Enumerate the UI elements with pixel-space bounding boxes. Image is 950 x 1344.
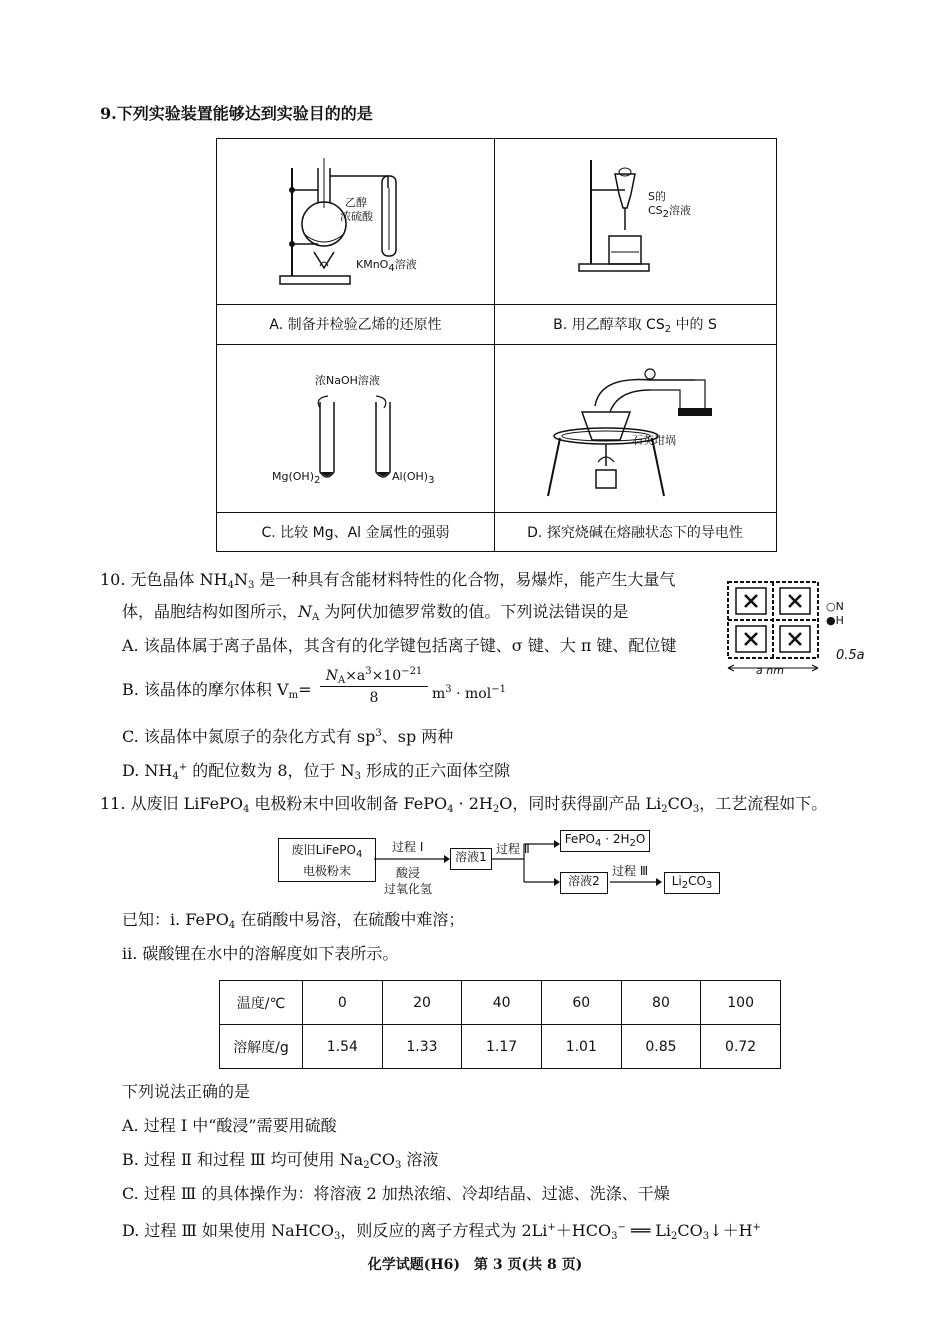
table-cell: 0.85 (621, 1025, 701, 1069)
q11-stem: 11. 从废旧 LiFePO$_4$ 电极粉末中回收制备 FePO$_4$ · $2H_2O$，同时获得副产品 $Li_2CO_3$，工艺流程如下。 (100, 794, 828, 815)
q10-option-b-numerator: $N_A\times a^3\times 10^{-21}$ (325, 666, 423, 686)
q10-stem-line1: 10. 无色晶体 $NH_4N_3$ 是一种具有含能材料特性的化合物，易爆炸，能产生大量气 (100, 570, 676, 591)
q9a-reagent-kmno4: KMnO4溶液 (356, 258, 417, 274)
q11-flow-fepo4: FePO$_4$ · $2H_2O$ (560, 830, 650, 852)
q10-option-b: B. 该晶体的摩尔体积 $V_m=$ (122, 680, 312, 701)
q10-option-b-unit: $m^3 \cdot mol^{-1}$ (432, 684, 506, 702)
table-header-temp: 温度/℃ (220, 981, 303, 1025)
q9-title: 9.下列实验装置能够达到实验目的的是 (100, 104, 373, 123)
q9c-al-oh: Al(OH)3 (392, 470, 435, 486)
table-row (220, 1025, 781, 1069)
q11-question: 下列说法正确的是 (122, 1082, 251, 1101)
q9a-reagent-sulfuric: 浓硫酸 (340, 210, 373, 223)
q11-solubility-table (219, 980, 781, 1069)
q9b-reagent-s: S的 (648, 190, 666, 203)
q11-flow-process1-note2: 过氧化氢 (384, 882, 433, 896)
q9c-reagent: 浓NaOH溶液 (315, 374, 380, 387)
q10-legend-h: ●H (826, 614, 844, 627)
q9a-reagent-ethanol: 乙醇 (345, 196, 367, 209)
q10-option-b-denominator: 8 (369, 690, 379, 706)
table-cell: 20 (382, 981, 462, 1025)
table-cell: 100 (701, 981, 781, 1025)
table-cell: 40 (462, 981, 542, 1025)
q9-grid-hdivider-1 (216, 304, 776, 305)
q9-option-c-label: C. 比较 Mg、Al 金属性的强弱 (261, 525, 450, 541)
q11-flow-solution1: 溶液1 (450, 848, 492, 870)
q10-option-b-fraction-bar (320, 686, 428, 687)
q9-grid-hdivider-2 (216, 344, 776, 345)
table-row (220, 981, 781, 1025)
q11-option-c: C. 过程 Ⅲ 的具体操作为：将溶液 2 加热浓缩、冷却结晶、过滤、洗涤、干燥 (122, 1184, 670, 1203)
q11-flow-process3: 过程 Ⅲ (612, 864, 649, 878)
table-cell: 60 (541, 981, 621, 1025)
q9b-reagent-cs2: CS2溶液 (648, 204, 692, 220)
q10-legend-n: ○N (826, 600, 844, 613)
q10-dimension-a: a nm (756, 664, 784, 677)
q11-option-a: A. 过程 Ⅰ 中“酸浸”需要用硫酸 (122, 1116, 337, 1135)
q11-known-2: ⅱ. 碳酸锂在水中的溶解度如下表所示。 (122, 944, 399, 963)
q10-option-c: C. 该晶体中氮原子的杂化方式有 $sp^3$、sp 两种 (122, 727, 454, 746)
table-cell: 1.33 (382, 1025, 462, 1069)
table-cell: 1.54 (303, 1025, 383, 1069)
q9-option-d-label: D. 探究烧碱在熔融状态下的导电性 (527, 525, 743, 541)
table-cell: 1.17 (462, 1025, 542, 1069)
q10-dimension-half: 0.5a (836, 648, 865, 663)
q11-flow-solution2: 溶液2 (560, 872, 608, 894)
page-footer: 化学试题(H6) 第 3 页(共 8 页) (367, 1257, 583, 1273)
q10-stem-line2: 体，晶胞结构如图所示，$N_A$ 为阿伏加德罗常数的值。下列说法错误的是 (122, 602, 629, 623)
table-header-solubility: 溶解度/g (220, 1025, 303, 1069)
table-cell: 0.72 (701, 1025, 781, 1069)
q9c-mg-oh: Mg(OH)2 (272, 470, 321, 486)
q11-known-1: 已知：ⅰ. FePO$_4$ 在硝酸中易溶，在硫酸中难溶； (122, 910, 465, 931)
table-cell: 80 (621, 981, 701, 1025)
q11-flow-process1: 过程 Ⅰ (392, 840, 424, 854)
q11-option-d: D. 过程 Ⅲ 如果使用 NaHCO$_3$，则反应的离子方程式为 $2Li^++HCO_3^-$ ══ $Li_2CO_3↓+H^+$ (122, 1221, 761, 1242)
q9d-crucible-label: 石英坩埚 (632, 434, 676, 447)
q10-option-a: A. 该晶体属于离子晶体，其含有的化学键包括离子键、σ 键、大 π 键、配位键 (122, 636, 677, 655)
q10-crystal-cell-diagram (718, 574, 828, 678)
table-cell: 1.01 (541, 1025, 621, 1069)
q11-flow-process1-note1: 酸浸 (396, 866, 421, 880)
q9-option-a-label: A. 制备并检验乙烯的还原性 (269, 317, 442, 333)
table-cell: 0 (303, 981, 383, 1025)
q11-flow-li2co3: $Li_2CO_3$ (664, 872, 720, 894)
q9-grid-hdivider-3 (216, 512, 776, 513)
q11-flow-process2: 过程 Ⅱ (496, 842, 530, 856)
q11-option-b: B. 过程 Ⅱ 和过程 Ⅲ 均可使用 $Na_2CO_3$ 溶液 (122, 1150, 439, 1171)
q11-flow-start: 废旧LiFePO$_4$ 电极粉末 (278, 838, 376, 882)
q10-option-d: D. $NH_4^+$ 的配位数为 8，位于 $N_3$ 形成的正六面体空隙 (122, 761, 511, 782)
q9-option-b-label: B. 用乙醇萃取 $CS_2$ 中的 S (553, 317, 717, 335)
q9d-apparatus-drawing (540, 356, 730, 506)
